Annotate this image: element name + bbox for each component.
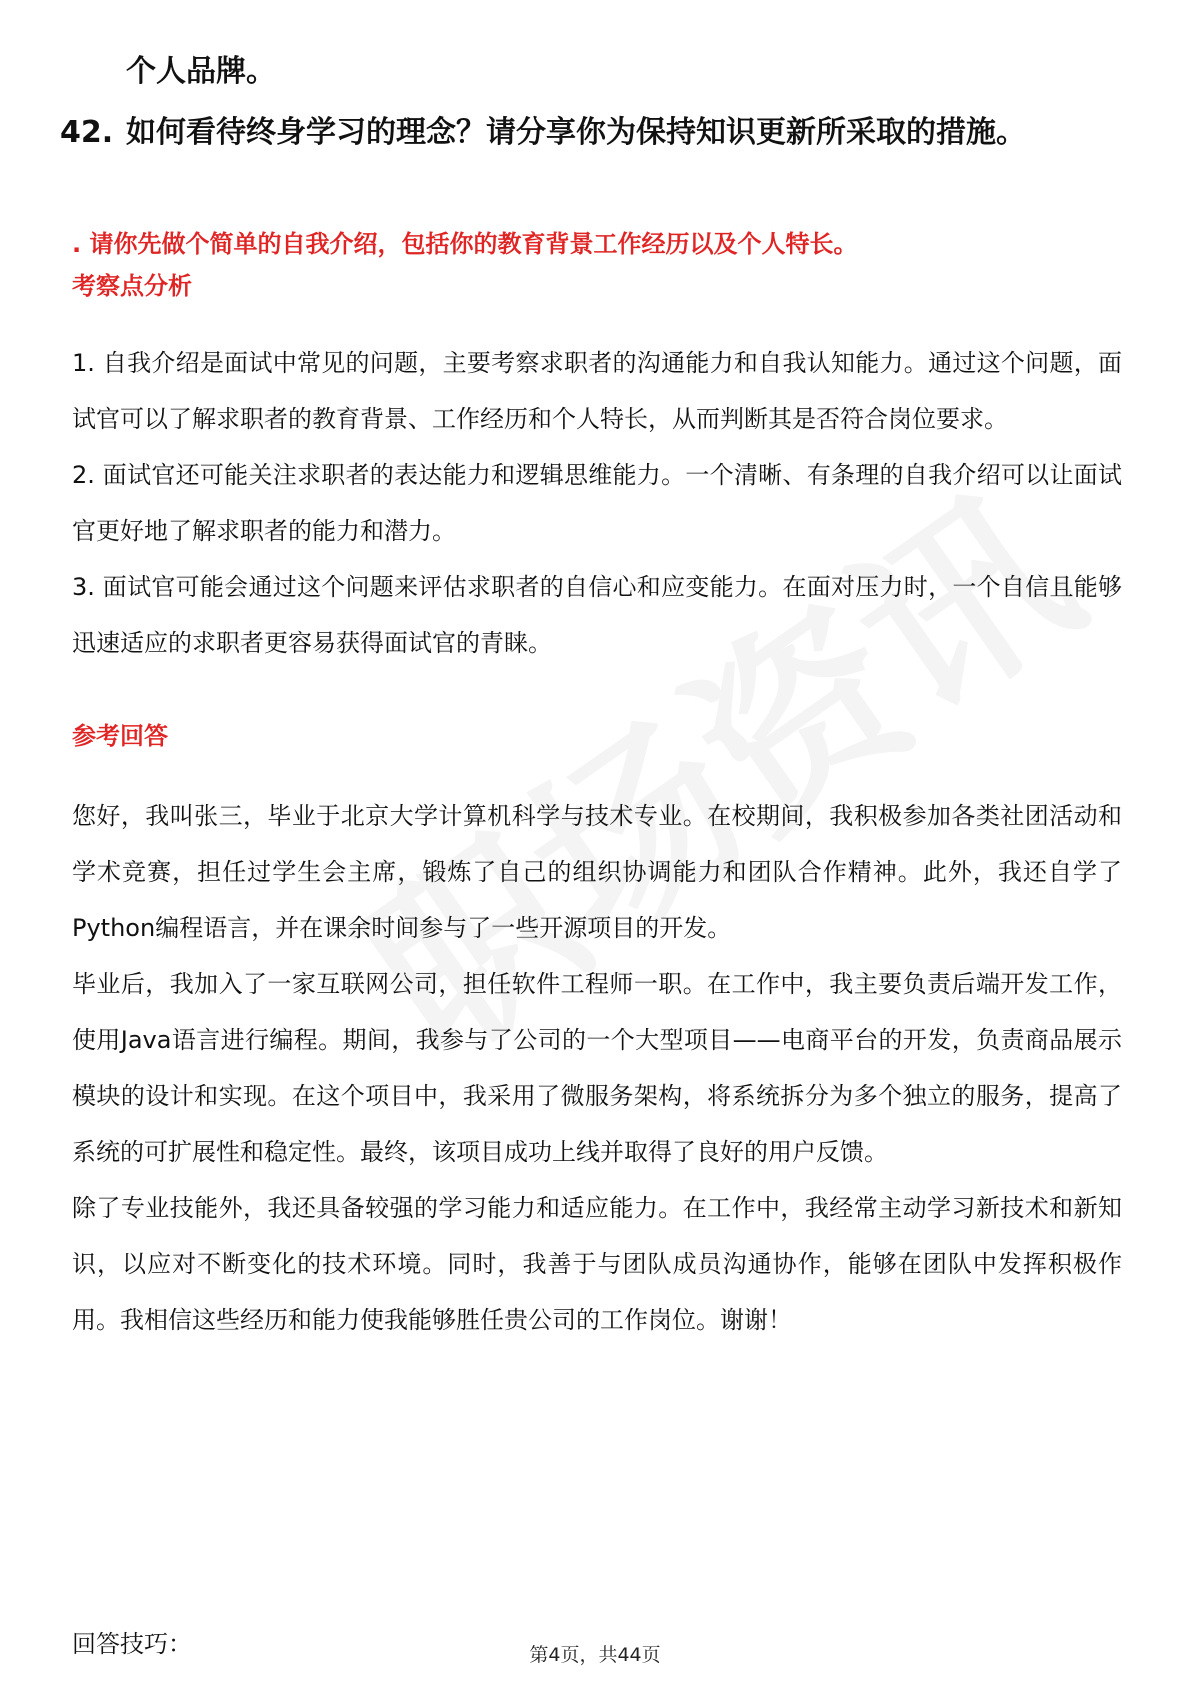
analysis-point-2: 2. 面试官还可能关注求职者的表达能力和逻辑思维能力。一个清晰、有条理的自我介绍可以让面试官更好地了解求职者的能力和潜力。 (72, 461, 1122, 545)
answer-section (72, 788, 1122, 1348)
question-number: 42. (60, 115, 114, 150)
answer-heading: 参考回答 (72, 722, 168, 750)
page-footer: 第4页，共44页 (529, 1644, 661, 1666)
highlight-question: . 请你先做个简单的自我介绍，包括你的教育背景工作经历以及个人特长。 (72, 230, 858, 258)
analysis-point-3: 3. 面试官可能会通过这个问题来评估求职者的自信心和应变能力。在面对压力时，一个自信且能够迅速适应的求职者更容易获得面试官的青睐。 (72, 573, 1122, 657)
analysis-heading: 考察点分析 (72, 272, 192, 300)
carry-over-text: 个人品牌。 (126, 54, 276, 89)
tips-label: 回答技巧： (72, 1630, 192, 1658)
analysis-point-1: 1. 自我介绍是面试中常见的问题，主要考察求职者的沟通能力和自我认知能力。通过这个问题，面试官可以了解求职者的教育背景、工作经历和个人特长，从而判断其是否符合岗位要求。 (72, 349, 1122, 433)
answer-paragraph-3: 除了专业技能外，我还具备较强的学习能力和适应能力。在工作中，我经常主动学习新技术和新知识，以应对不断变化的技术环境。同时，我善于与团队成员沟通协作，能够在团队中发挥积极作用。我相信这些经历和能力使我能够胜任贵公司的工作岗位。谢谢！ (72, 1194, 1122, 1334)
answer-paragraph-2: 毕业后，我加入了一家互联网公司，担任软件工程师一职。在工作中，我主要负责后端开发工作，使用Java语言进行编程。期间，我参与了公司的一个大型项目——电商平台的开发，负责商品展示模块的设计和实现。在这个项目中，我采用了微服务架构，将系统拆分为多个独立的服务，提高了系统的可扩展性和稳定性。最终，该项目成功上线并取得了良好的用户反馈。 (72, 970, 1122, 1166)
question-42 (60, 110, 1130, 156)
question-text: 如何看待终身学习的理念？请分享你为保持知识更新所采取的措施。 (126, 115, 1026, 150)
analysis-section (72, 335, 1122, 671)
answer-paragraph-1: 您好，我叫张三，毕业于北京大学计算机科学与技术专业。在校期间，我积极参加各类社团活动和学术竞赛，担任过学生会主席，锻炼了自己的组织协调能力和团队合作精神。此外，我还自学了Python编程语言，并在课余时间参与了一些开源项目的开发。 (72, 802, 1122, 942)
